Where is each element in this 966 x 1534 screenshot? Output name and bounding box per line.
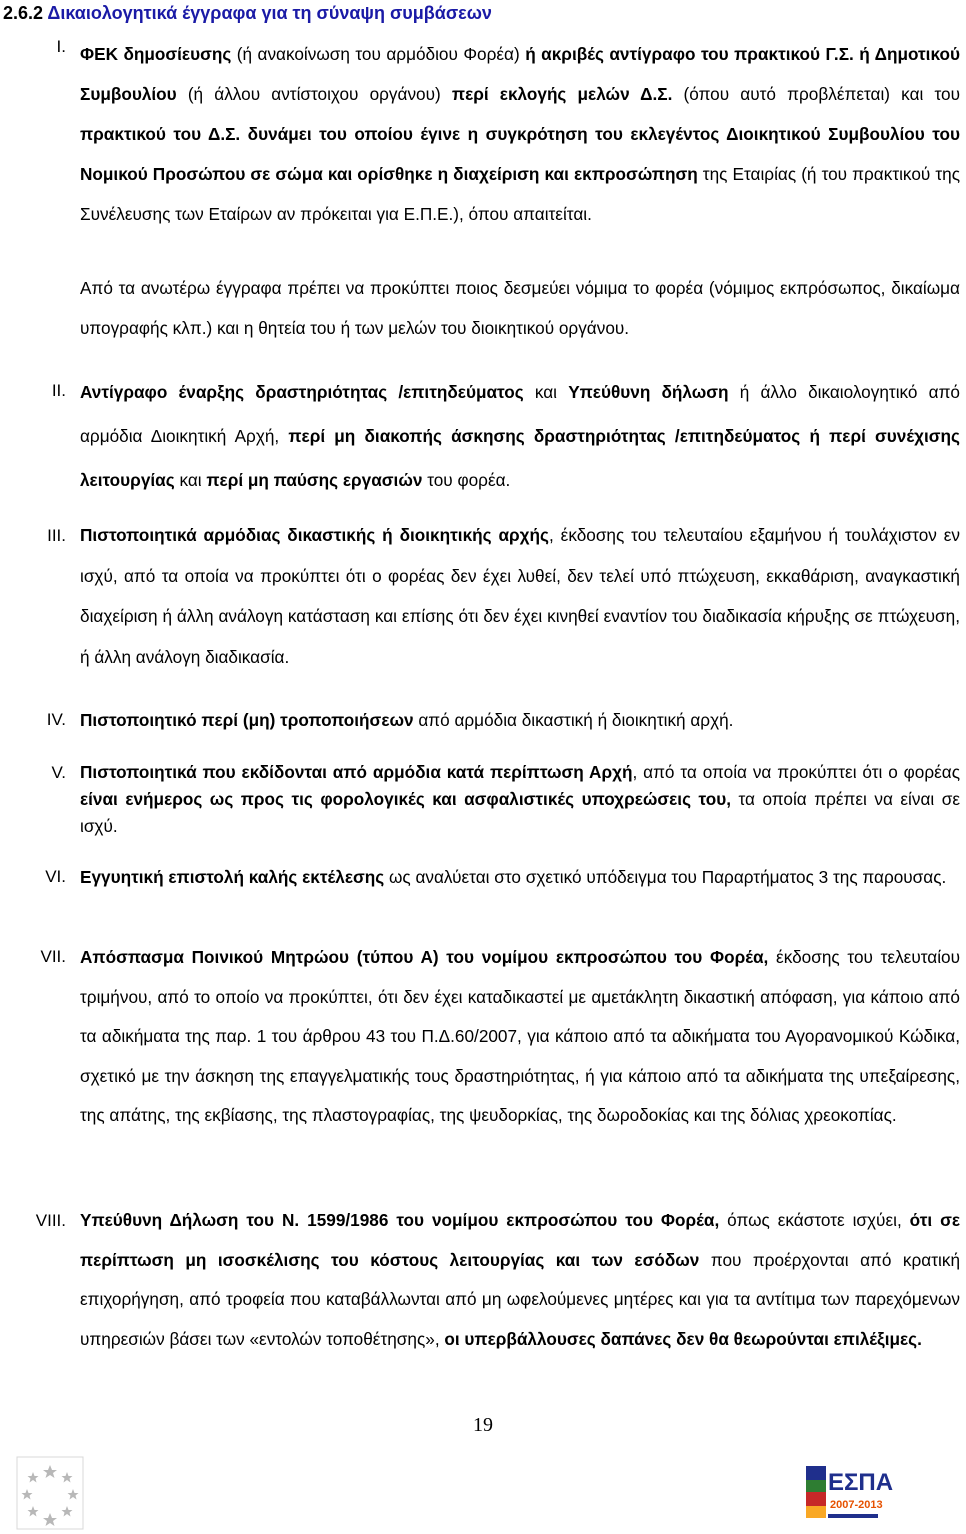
section-number: 2.6.2: [3, 3, 44, 23]
list-item-text: [80, 703, 960, 737]
text-run: (ή άλλου αντίστοιχου οργάνου): [176, 84, 452, 104]
bold-text-run: ή Δημοτικού Συμβουλίου: [80, 44, 960, 104]
text-run: (όπου αυτό προβλέπεται) και του: [672, 84, 960, 104]
list-item-text: [80, 938, 960, 1136]
section-heading: [3, 0, 492, 26]
svg-text:ΕΣΠΑ: ΕΣΠΑ: [828, 1469, 894, 1496]
bold-text-run: Πιστοποιητικό περί (μη) τροποποιήσεων: [80, 710, 414, 730]
list-numeral: II.: [51, 381, 66, 400]
bold-text-run: Πιστοποιητικά αρμόδιας δικαστικής ή διοικητικής αρχής: [80, 525, 549, 545]
text-run: του φορέα.: [422, 470, 511, 490]
bold-text-run: ΦΕΚ δημοσίευσης: [80, 44, 232, 64]
text-run: ή άλλο δικαιολογητικό από αρμόδια Διοικητική Αρχή,: [80, 382, 960, 446]
text-run: , έκδοσης του τελευταίου εξαμήνου ή τουλάχιστον εν ισχύ, από τα οποία να προκύπτει ότι ο φορέας δεν έχει λυθεί, δεν τελεί υπό πτώχευση, εκκαθάριση, αναγκαστική διαχείριση ή άλλη ανάλογη κατάσταση και επίσης ότι δεν έχει κινηθεί εναντίον του διαδικασία κήρυξης σε πτώχευση, ή άλλη ανάλογη διαδικασία.: [80, 525, 960, 667]
eu-flag-logo: [15, 1455, 85, 1531]
bold-text-run: Απόσπασμα Ποινικού Μητρώου (τύπου Α) του νομίμου εκπροσώπου του Φορέα,: [80, 947, 769, 967]
bold-text-run: περί μη διακοπής άσκησης δραστηριότητας /επιτηδεύματος ή περί συνέχισης λειτουργίας: [80, 426, 960, 490]
bold-text-run: Εγγυητική επιστολή καλής εκτέλεσης: [80, 867, 385, 887]
list-item-text: [80, 864, 960, 891]
text-run: (ή ανακοίνωση του αρμόδιου Φορέα): [231, 44, 526, 64]
bold-text-run: περί εκλογής μελών Δ.Σ.: [451, 84, 673, 104]
espa-logo: [806, 1462, 894, 1528]
text-run: ως αναλύεται στο σχετικό υπόδειγμα του Παραρτήματος 3 της παρουσας.: [384, 867, 947, 887]
bold-text-run: Υπεύθυνη δήλωση: [568, 382, 729, 402]
list-item-text: [80, 515, 960, 677]
text-run: της Εταιρίας (ή του πρακτικού της Συνέλευσης των Εταίρων αν πρόκειται για Ε.Π.Ε.), όπου απαιτείται.: [80, 164, 960, 224]
text-run: έκδοσης του τελευταίου τριμήνου, από το οποίο να προκύπτει, ότι δεν έχει καταδικαστεί με αμετάκλητη δικαστική απόφαση, για κάποιο από τα αδικήματα της παρ. 1 του άρθρου 43 του Π.Δ.60/2007, για κάποιο από τα αδικήματα του Αγορανομικού Κώδικα, σχετικό με την άσκηση της επαγγελματικής τους δραστηριότητας, ή για κάποιο από τα αδικήματα της υπεξαίρεσης, της απάτης, της εκβίασης, της πλαστογραφίας, της ψευδορκίας, της δωροδοκίας και της δόλιας χρεοκοπίας.: [80, 947, 961, 1125]
bold-text-run: Πιστοποιητικά που εκδίδονται από αρμόδια κατά περίπτωση Αρχή: [80, 762, 633, 782]
text-run: και: [174, 470, 207, 490]
list-item-text: [80, 1201, 960, 1359]
list-numeral: IV.: [46, 710, 66, 729]
bold-text-run: πρακτικού του Δ.Σ. δυνάμει του οποίου έγινε η συγκρότηση του εκλεγέντος Διοικητικού Συμβουλίου του Νομικού Προσώπου σε σώμα και ορίσθηκε η διαχείριση και εκπροσώπηση: [80, 124, 960, 184]
list-numeral: I.: [56, 37, 66, 56]
note-paragraph: Από τα ανωτέρω έγγραφα πρέπει να προκύπτει ποιος δεσμεύει νόμιμα το φορέα (νόμιμος εκπρόσωπος, δικαίωμα υπογραφής κλπ.) και η θητεία του ή των μελών του διοικητικού οργάνου.: [80, 278, 960, 338]
list-numeral: VIII.: [35, 1211, 66, 1230]
bold-text-run: περί μη παύσης εργασιών: [206, 470, 423, 490]
bold-text-run: οι υπερβάλλουσες δαπάνες δεν θα θεωρούνται επιλέξιμες.: [444, 1328, 922, 1349]
text-run: , από τα οποία να προκύπτει ότι ο φορέας: [632, 762, 960, 782]
text-run: από αρμόδια δικαστική ή διοικητική αρχή.: [413, 710, 734, 730]
bold-text-run: Αντίγραφο έναρξης δραστηριότητας /επιτηδεύματος: [80, 382, 524, 402]
text-run: και: [523, 382, 569, 402]
list-item-text: [80, 759, 960, 840]
bold-text-run: ότι σε περίπτωση μη ισοσκέλισης του κόστους λειτουργίας και των εσόδων: [80, 1210, 960, 1270]
text-run: που προέρχονται από κρατική επιχορήγηση, από τροφεία που καταβάλλωνται από μη ωφελούμενες μητέρες και για τα αντίτιμα των παρεχόμενων υπηρεσιών βάσει των «εντολών τοποθέτησης»,: [80, 1249, 960, 1349]
bold-text-run: Υπεύθυνη Δήλωση του Ν. 1599/1986 του νομίμου εκπροσώπου του Φορέα,: [80, 1210, 720, 1230]
section-title: Δικαιολογητικά έγγραφα για τη σύναψη συμβάσεων: [47, 3, 492, 23]
text-run: όπως εκάστοτε ισχύει,: [719, 1210, 910, 1230]
list-numeral: VI.: [45, 867, 66, 886]
list-item-text: [80, 34, 960, 234]
svg-text:2007-2013: 2007-2013: [830, 1499, 883, 1511]
list-numeral: III.: [47, 526, 66, 545]
list-numeral: VII.: [40, 947, 66, 966]
page-number: 19: [473, 1414, 493, 1436]
bold-text-run: είναι ενήμερος ως προς τις φορολογικές και ασφαλιστικές υποχρεώσεις του,: [80, 789, 731, 809]
bold-text-run: ή ακριβές αντίγραφο του πρακτικού Γ.Σ.: [525, 44, 854, 64]
list-numeral: V.: [51, 763, 66, 782]
list-item-text: [80, 370, 960, 502]
text-run: τα οποία πρέπει να είναι σε ισχύ.: [80, 789, 960, 836]
